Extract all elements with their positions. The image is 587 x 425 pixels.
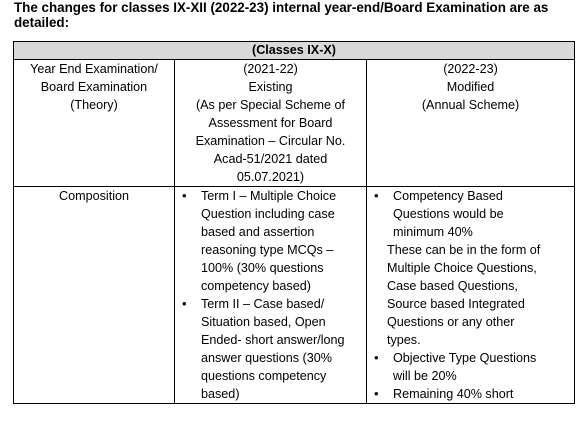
header-existing-line: Assessment for Board: [208, 116, 333, 130]
header-modified-line: (Annual Scheme): [421, 98, 520, 112]
modified-item-competency: [393, 187, 574, 241]
header-existing-line: Examination – Circular No.: [195, 134, 346, 148]
class-band-row: [14, 42, 575, 60]
header-exam-type: [14, 60, 175, 187]
existing-item-line: answer questions (30%: [201, 351, 332, 365]
header-exam-type-line: Board Examination: [40, 80, 148, 94]
modified-item-line: Questions would be: [393, 207, 504, 221]
existing-item-line: 100% (30% questions: [201, 261, 324, 275]
modified-item-line: • Remaining 40% short: [393, 387, 514, 401]
exam-changes-table: [13, 41, 575, 404]
header-exam-type-line: (Theory): [70, 98, 118, 112]
header-existing-line: Existing: [248, 80, 293, 94]
header-existing-line: Acad-51/2021 dated: [213, 152, 328, 166]
existing-item-line: based): [201, 387, 240, 401]
modified-note-line: Case based Questions,: [387, 279, 518, 293]
header-modified-line: (2022-23): [443, 62, 498, 76]
modified-note-line: Questions or any other: [387, 315, 515, 329]
header-existing-line: 05.07.2021): [236, 170, 305, 184]
existing-item-line: Ended- short answer/long: [201, 333, 345, 347]
header-modified-line: Modified: [446, 80, 495, 94]
modified-note-line: These can be in the form of: [387, 243, 541, 257]
existing-item-line: Question including case: [201, 207, 335, 221]
header-existing: [175, 60, 367, 187]
header-exam-type-line: Year End Examination/: [30, 62, 158, 76]
header-existing-line: (As per Special Scheme of: [195, 98, 346, 112]
modified-item-line: will be 20%: [393, 369, 457, 383]
existing-item-line: competency based): [201, 279, 311, 293]
modified-note-line: Source based Integrated: [387, 297, 525, 311]
existing-item-line: • Term II – Case based/: [201, 297, 325, 311]
header-row: [14, 60, 575, 187]
existing-item-term2: [201, 295, 366, 403]
existing-item-line: based and assertion: [201, 225, 315, 239]
modified-item-line: • Competency Based: [393, 189, 503, 203]
existing-item-term1: [201, 187, 366, 295]
modified-note: [367, 241, 574, 349]
modified-note-line: Multiple Choice Questions,: [387, 261, 537, 275]
page-heading: The changes for classes IX-XII (2022-23) internal year-end/Board Examination are as detailed:: [14, 0, 549, 30]
existing-item-line: reasoning type MCQs –: [201, 243, 334, 257]
header-modified: [367, 60, 575, 187]
header-existing-line: (2021-22): [243, 62, 298, 76]
modified-item-objective: [393, 349, 574, 385]
composition-label: Composition: [14, 187, 175, 404]
class-band: (Classes IX-X): [14, 42, 575, 60]
modified-item-remaining: [393, 385, 574, 403]
existing-item-line: • Term I – Multiple Choice: [201, 189, 337, 203]
modified-composition: [367, 187, 575, 404]
existing-item-line: questions competency: [201, 369, 327, 383]
modified-item-line: minimum 40%: [393, 225, 473, 239]
existing-item-line: Situation based, Open: [201, 315, 326, 329]
composition-row: [14, 187, 575, 404]
modified-item-line: • Objective Type Questions: [393, 351, 537, 365]
modified-note-line: types.: [387, 333, 421, 347]
existing-composition: [175, 187, 367, 404]
